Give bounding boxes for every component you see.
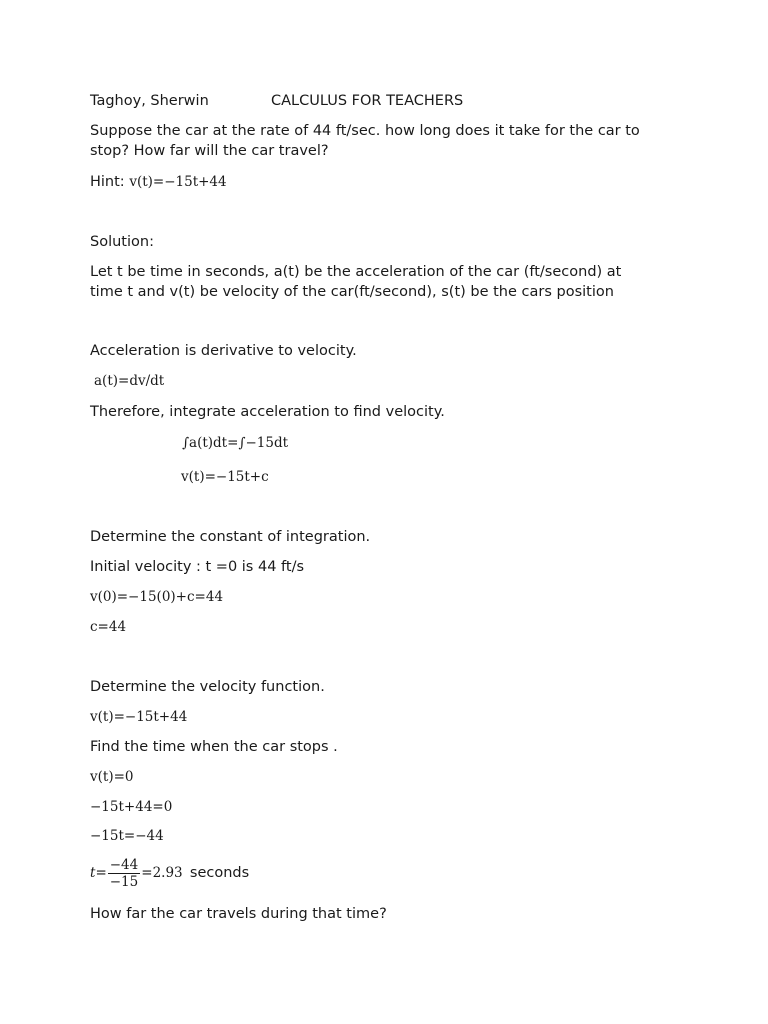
fraction-denominator: −15 xyxy=(109,874,139,890)
initial-velocity-equation: v(0)=−15(0)+c=44 xyxy=(90,589,224,605)
author-name: Taghoy, Sherwin xyxy=(90,93,209,109)
course-title: CALCULUS FOR TEACHERS xyxy=(271,93,464,109)
stop-equation-3: −15t=−44 xyxy=(90,828,164,844)
solution-intro-line-1: Let t be time in seconds, a(t) be the acceleration of the car (ft/second) at xyxy=(90,264,622,280)
problem-line-2: stop? How far will the car travel? xyxy=(90,143,329,159)
hint-equation: v(t)=−15t+44 xyxy=(129,174,227,190)
integrate-statement: Therefore, integrate acceleration to find velocity. xyxy=(90,404,445,420)
acceleration-statement: Acceleration is derivative to velocity. xyxy=(90,343,357,359)
solution-heading: Solution: xyxy=(90,234,154,250)
fraction-numerator: −44 xyxy=(109,857,139,873)
stop-equation-1: v(t)=0 xyxy=(90,769,134,785)
hint-label: Hint: xyxy=(90,174,125,190)
time-fraction xyxy=(108,857,141,890)
constant-value-equation: c=44 xyxy=(90,619,127,635)
time-value: 2.93 xyxy=(152,865,183,881)
problem-line-1: Suppose the car at the rate of 44 ft/sec. how long does it take for the car to xyxy=(90,123,640,139)
integral-equation: ∫a(t)dt=∫−15dt xyxy=(182,435,289,451)
velocity-general-equation: v(t)=−15t+c xyxy=(181,469,269,485)
velocity-function-equation: v(t)=−15t+44 xyxy=(90,709,188,725)
time-solution-equation: t= $\frac{-44}{-15}$ =2.93 seconds xyxy=(90,857,250,890)
stop-time-statement: Find the time when the car stops . xyxy=(90,739,338,755)
stop-equation-2: −15t+44=0 xyxy=(90,799,173,815)
time-unit: seconds xyxy=(189,865,250,881)
acceleration-equation: a(t)=dv/dt xyxy=(94,373,165,389)
distance-question: How far the car travels during that time? xyxy=(90,906,387,922)
velocity-function-statement: Determine the velocity function. xyxy=(90,679,325,695)
initial-velocity-statement: Initial velocity : t =0 is 44 ft/s xyxy=(90,559,305,575)
hint-line xyxy=(90,172,227,192)
constant-statement: Determine the constant of integration. xyxy=(90,529,371,545)
solution-intro-line-2: time t and v(t) be velocity of the car(ft/second), s(t) be the cars position xyxy=(90,284,614,300)
